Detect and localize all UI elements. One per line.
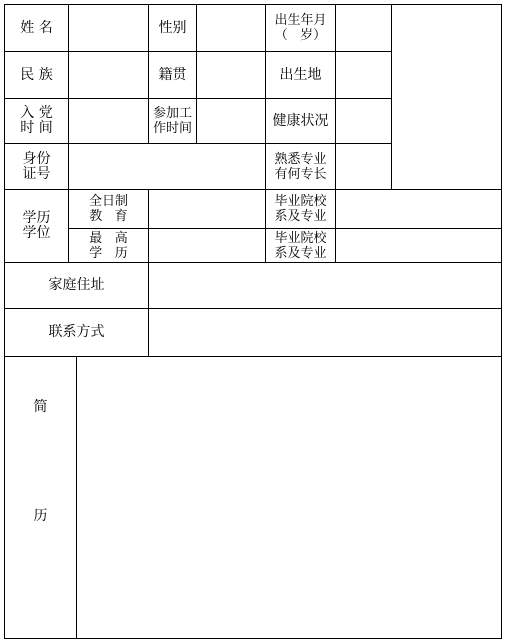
highest-education-field[interactable] (149, 229, 265, 262)
party-join-time-label: 入 党 时 间 (20, 105, 53, 136)
ethnicity-label: 民 族 (20, 66, 53, 83)
specialty-label: 熟悉专业 有何专长 (274, 151, 327, 182)
photo-area[interactable] (392, 5, 501, 189)
native-place-field[interactable] (197, 52, 265, 98)
health-label: 健康状况 (272, 112, 329, 129)
highest-education-label: 最 高 学 历 (89, 230, 128, 261)
contact-label: 联系方式 (48, 324, 105, 340)
health-field[interactable] (336, 99, 391, 143)
work-start-time-label: 参加工 作时间 (152, 106, 192, 136)
id-number-field[interactable] (69, 144, 265, 189)
fulltime-education-label: 全日制 教 育 (88, 194, 128, 224)
resume-label-1: 简 (33, 398, 48, 415)
birth-date-field[interactable] (336, 5, 391, 51)
native-place-label: 籍贯 (158, 66, 187, 83)
school-major-label: 毕业院校 系及专业 (274, 194, 327, 224)
specialty-field[interactable] (336, 144, 391, 189)
birthplace-field[interactable] (336, 52, 391, 98)
ethnicity-field[interactable] (69, 52, 148, 98)
name-label: 姓 名 (20, 19, 53, 36)
work-start-time-field[interactable] (197, 99, 265, 143)
row-line (4, 638, 502, 639)
contact-field[interactable] (149, 309, 501, 356)
fulltime-education-field[interactable] (149, 190, 265, 228)
party-join-time-field[interactable] (69, 99, 148, 143)
birthplace-label: 出生地 (279, 66, 322, 83)
column-line (501, 4, 502, 639)
id-number-label: 身份 证号 (22, 150, 51, 182)
education-degree-label: 学历 学位 (22, 210, 51, 241)
gender-field[interactable] (197, 5, 265, 51)
school-major-field[interactable] (336, 190, 501, 228)
name-field[interactable] (69, 5, 148, 51)
home-address-field[interactable] (149, 263, 501, 308)
birth-date-label: 出生年月 （ 岁） (274, 13, 327, 43)
school-major-2-field[interactable] (336, 229, 501, 262)
school-major-2-label: 毕业院校 系及专业 (274, 230, 327, 261)
resume-label-2: 历 (33, 507, 48, 524)
resume-field[interactable] (77, 357, 501, 638)
home-address-label: 家庭住址 (48, 277, 105, 293)
gender-label: 性别 (158, 19, 187, 36)
